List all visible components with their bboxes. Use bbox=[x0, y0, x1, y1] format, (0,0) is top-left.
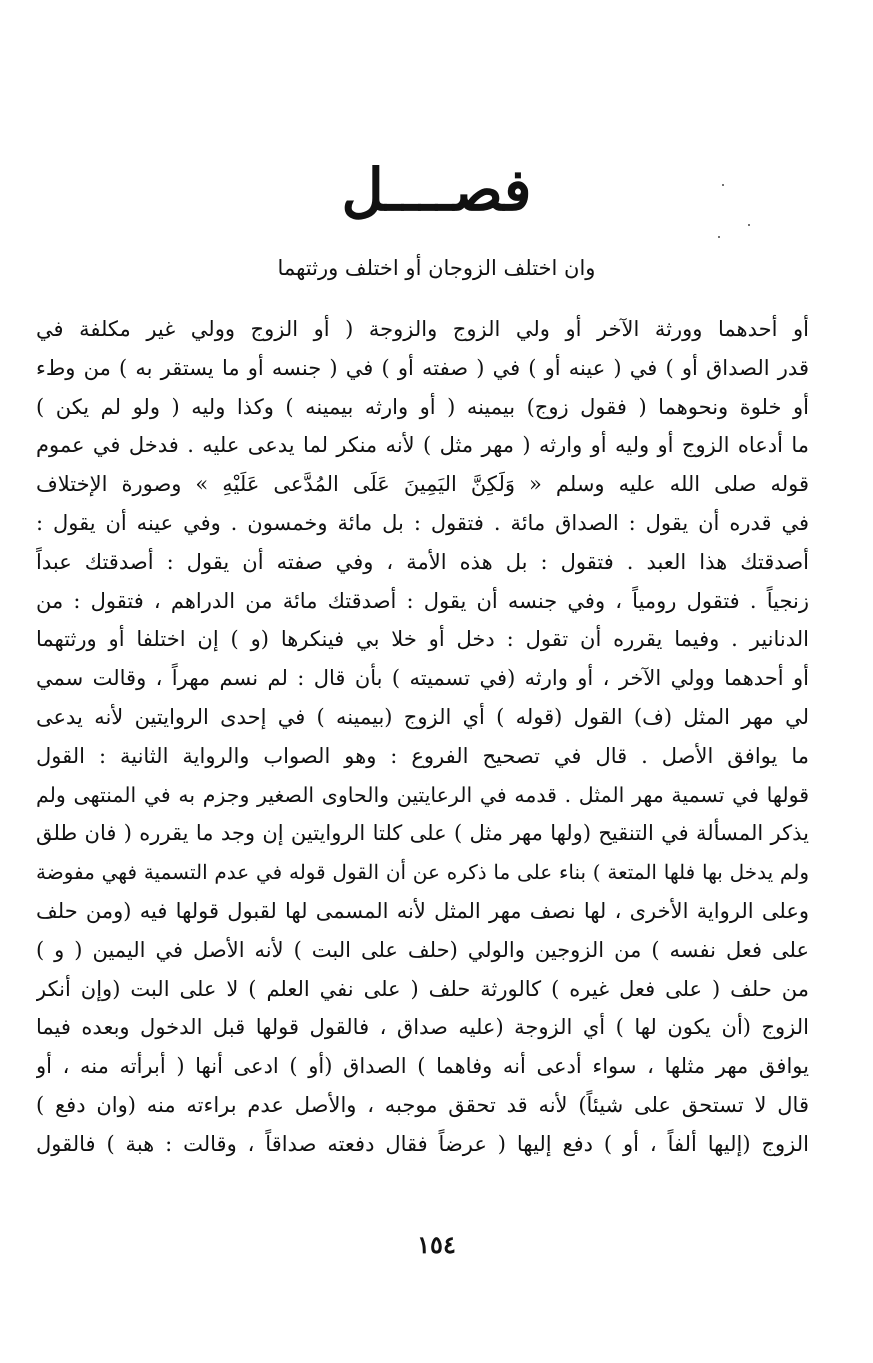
text-line: أصدقتك هذا العبد . فتقول : بل هذه الأمة ، وفي صفته أن يقول : أصدقتك عبداً bbox=[36, 549, 809, 574]
text-line: وعلى الرواية الأخرى ، لها نصف مهر المثل لأنه المسمى لها لقبول قولها فيه (ومن حلف bbox=[36, 898, 809, 923]
text-line: على فعل نفسه ) من الزوجين والولي (حلف على البت ) لأنه الأصل في اليمين ( و ) bbox=[36, 937, 809, 962]
text-line: أو خلوة ونحوهما ( فقول زوج) بيمينه ( أو وارثه بيمينه ) وكذا وليه ( ولو لم يكن ) bbox=[36, 394, 809, 419]
text-line: الزوج (إليها ألفاً ، أو ) دفع إليها ( عرضاً فقال دفعته صداقاً ، وقالت : هبة ) فالقول bbox=[36, 1131, 809, 1156]
text-line: أو أحدهما وولي الآخر ، أو وارثه (في تسميته ) بأن قال : لم نسم مهراً ، وقالت سمي bbox=[36, 666, 809, 691]
text-line: في قدره أن يقول : الصداق مائة . فتقول : بل مائة وخمسون . وفي عينه أن يقول : bbox=[36, 510, 809, 535]
text-line: قوله صلى الله عليه وسلم « وَلَكِنَّ اليَمِينَ عَلَى المُدَّعى عَلَيْهِ » وصورة الإختلاف bbox=[36, 472, 809, 497]
text-line: قولها في تسمية مهر المثل . قدمه في الرعايتين والحاوى الصغير وجزم به في المنتهى ولم bbox=[36, 782, 809, 807]
text-line: من حلف ( على فعل غيره ) كالورثة حلف ( على نفي العلم ) لا على البت (وإن أنكر bbox=[36, 976, 809, 1001]
page-number: ١٥٤ bbox=[417, 1230, 456, 1259]
text-line: ولم يدخل بها فلها المتعة ) بناء على ما ذكره عن أن القول قوله في عدم التسمية فهي مفوضة bbox=[36, 860, 809, 885]
text-line: أو أحدهما وورثة الآخر أو ولي الزوج والزوجة ( أو الزوج وولي غير مكلفة في bbox=[36, 317, 809, 341]
text-line: قدر الصداق أو ) في ( عينه أو ) في ( صفته أو ) في ( جنسه أو ما يستقر به ) من وطء bbox=[36, 355, 809, 380]
text-line: يذكر المسألة في التنقيح (ولها مهر مثل ) على كلتا الروايتين إن وجد ما يقرره ( فان طلق bbox=[36, 821, 809, 846]
text-line: ما يوافق الأصل . قال في تصحيح الفروع : وهو الصواب والرواية الثانية : القول bbox=[36, 743, 809, 768]
body-text bbox=[36, 310, 809, 1164]
text-line: الزوج (أن يكون لها ) أي الزوجة (عليه صداق ، فالقول قولها قبل الدخول وبعده فيما bbox=[36, 1015, 809, 1040]
text-line: ما أدعاه الزوج أو وليه أو وارثه ( مهر مثل ) لأنه منكر لما يدعى عليه . فدخل في عموم bbox=[36, 433, 809, 458]
text-line: لي مهر المثل (ف) القول (قوله ) أي الزوج (بيمينه ) في إحدى الروايتين لأنه يدعى bbox=[36, 704, 809, 729]
section-heading: فصــــل bbox=[341, 156, 532, 224]
text-line: زنجياً . فتقول رومياً ، وفي جنسه أن يقول : أصدقتك مائة من الدراهم ، فتقول : من bbox=[36, 588, 809, 613]
text-line: الدنانير . وفيما يقرره أن تقول : دخل أو خلا بي فينكرها (و ) إن اختلفا أو ورثتهما bbox=[36, 627, 809, 652]
text-line: قال لا تستحق على شيئاً) لأنه قد تحقق موجبه ، والأصل عدم براءته منه (وان دفع ) bbox=[36, 1092, 809, 1117]
ink-speck bbox=[718, 236, 720, 238]
text-line: يوافق مهر مثلها ، سواء أدعى أنه وفاهما ) الصداق (أو ) ادعى أنها ( أبرأته منه ، أو bbox=[36, 1054, 809, 1079]
section-subheading: وان اختلف الزوجان أو اختلف ورثتهما bbox=[277, 256, 596, 280]
